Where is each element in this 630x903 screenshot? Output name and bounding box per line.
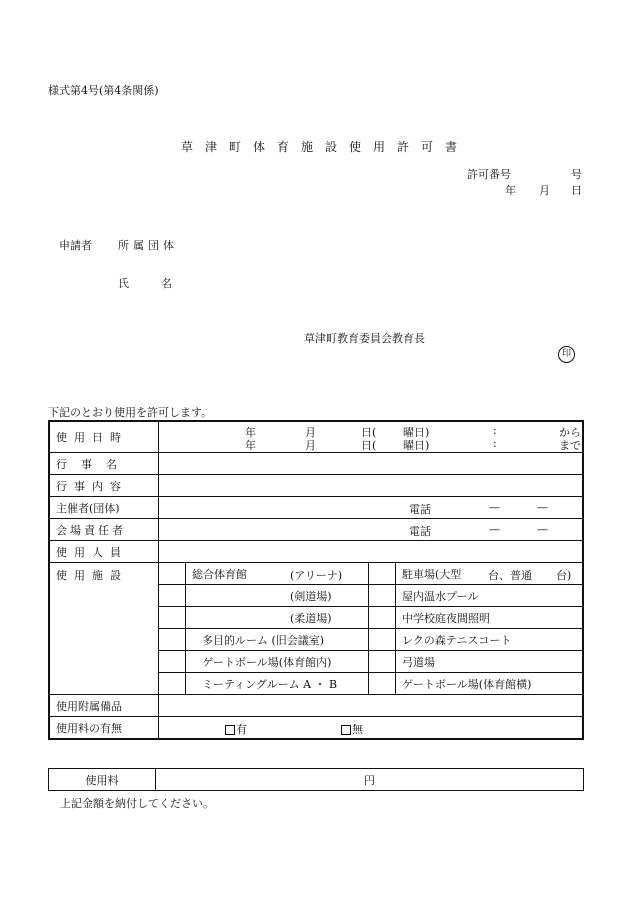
applicant-label: 申請者 (59, 239, 92, 252)
facility-pool: 屋内温水プール (396, 585, 584, 607)
fee-yes-option[interactable]: 有 (225, 721, 247, 737)
page-title: 草津町体育施設使用許可書 (181, 140, 470, 154)
organizer-field[interactable]: 電話 — — (159, 497, 584, 519)
event-content-field[interactable] (159, 475, 584, 497)
intro-text: 下記のとおり使用を許可します。 (48, 406, 213, 419)
facility-check[interactable] (369, 629, 396, 651)
organizer-label: 主催者(団体) (49, 497, 159, 519)
facility-night-light: 中学校庭夜間照明 (396, 607, 584, 629)
venue-manager-label: 会場責任者 (49, 519, 159, 541)
footer-note: 上記金額を納付してください。 (60, 797, 214, 810)
checkbox-icon[interactable] (341, 725, 351, 735)
facility-gym-arena: 総合体育館 (アリーナ) (186, 563, 369, 585)
form-id: 様式第4号(第4条関係) (48, 84, 159, 97)
facility-check[interactable] (159, 585, 186, 607)
facility-archery: 弓道場 (396, 651, 584, 673)
venue-manager-field[interactable]: 電話 — — (159, 519, 584, 541)
permit-number-suffix: 号 (571, 168, 582, 181)
facility-check[interactable] (159, 629, 186, 651)
event-name-field[interactable] (159, 453, 584, 475)
attendees-field[interactable] (159, 541, 584, 563)
fee-table (48, 768, 584, 791)
attendees-label: 使用人員 (49, 541, 159, 563)
fee-amount-field[interactable]: 円 (156, 769, 584, 791)
facility-check[interactable] (159, 607, 186, 629)
event-content-label: 行事内容 (49, 475, 159, 497)
facility-judo: (柔道場) (186, 607, 369, 629)
fee-no-option[interactable]: 無 (341, 721, 363, 737)
seal-mark: 印 (558, 346, 575, 363)
fee-label: 使用料 (49, 769, 156, 791)
issuer: 草津町教育委員会教育長 (304, 332, 425, 345)
facility-check[interactable] (159, 563, 186, 585)
usage-datetime-label: 使用日時 (49, 421, 159, 453)
org-label: 所属団体 (118, 239, 178, 252)
facility-parking: 駐車場(大型 台、普通 台) (396, 563, 584, 585)
facility-check[interactable] (369, 673, 396, 695)
facility-kendo: (剣道場) (186, 585, 369, 607)
facility-multipurpose: 多目的ルーム (旧会議室) (186, 629, 369, 651)
equipment-label: 使用附属備品 (49, 695, 159, 717)
equipment-field[interactable] (159, 695, 584, 717)
facility-check[interactable] (369, 585, 396, 607)
issue-date-month: 月 (539, 184, 550, 197)
facility-check[interactable] (369, 563, 396, 585)
facility-check[interactable] (159, 651, 186, 673)
issue-date-day: 日 (571, 184, 582, 197)
facility-meeting-room: ミーティングルーム A ・ B (186, 673, 369, 695)
fee-status-field (159, 717, 584, 740)
event-name-label: 行事名 (49, 453, 159, 475)
facility-check[interactable] (159, 673, 186, 695)
facilities-label: 使用施設 (49, 563, 159, 695)
checkbox-icon[interactable] (225, 725, 235, 735)
name-label: 氏名 (118, 277, 204, 290)
issue-date-year: 年 (505, 184, 516, 197)
facility-gateball-inside: ゲートボール場(体育館内) (186, 651, 369, 673)
facility-check[interactable] (369, 607, 396, 629)
permit-table (48, 420, 584, 740)
usage-datetime-cell[interactable]: 年 月 日( 曜日) : から 年 月 日( 曜日) : まで (159, 421, 584, 453)
facility-tennis: レクの森テニスコート (396, 629, 584, 651)
permit-number-label: 許可番号 (467, 168, 511, 181)
facility-check[interactable] (369, 651, 396, 673)
fee-status-label: 使用料の有無 (49, 717, 159, 740)
facility-gateball-side: ゲートボール場(体育館横) (396, 673, 584, 695)
